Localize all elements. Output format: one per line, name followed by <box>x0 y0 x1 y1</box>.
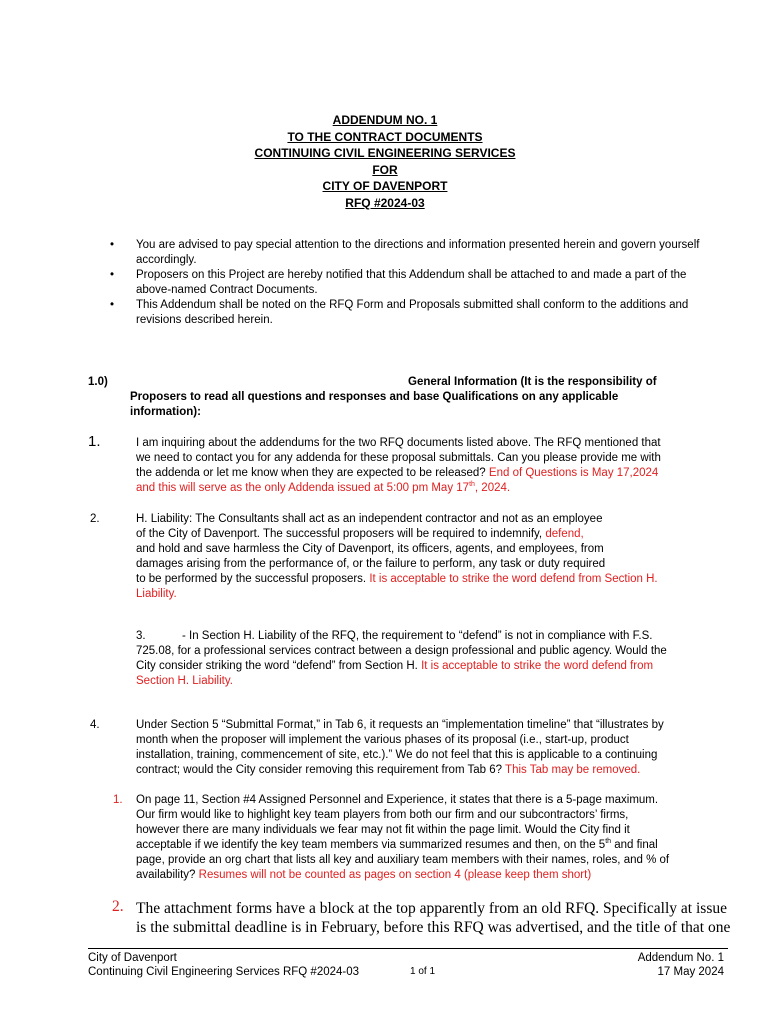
item-number: 3. <box>136 630 146 642</box>
question-4 <box>136 718 726 778</box>
question-1 <box>136 436 726 496</box>
question-line: Our firm would like to highlight key team players from both our firm and our subcontractors’ firms, <box>136 809 629 821</box>
item-number: 4. <box>90 719 100 731</box>
question-line: and hold and save harmless the City of Davenport, its officers, agents, and employees, from <box>136 543 604 555</box>
bullet-text: This Addendum shall be noted on the RFQ Form and Proposals submitted shall conform to the additions and revisions described herein. <box>136 299 689 326</box>
bullet-icon: • <box>110 299 115 311</box>
footer-date: 17 May 2024 <box>657 966 724 978</box>
question-line: I am inquiring about the addendums for the two RFQ documents listed above. The RFQ mentioned that <box>136 437 661 449</box>
question-line: page, provide an org chart that lists all key and auxiliary team members with their names, roles, and % of <box>136 854 670 866</box>
response-text: This Tab may be removed. <box>505 764 641 776</box>
header-rfq-number: RFQ #2024-03 <box>345 195 425 210</box>
question-3 <box>136 644 726 689</box>
question-line: installation, training, commencement of site, etc.).” We do not feel that this is applicable to a continuing <box>136 749 658 761</box>
question-5 <box>136 793 726 883</box>
footer-city: City of Davenport <box>88 952 177 964</box>
superscript: th <box>469 481 475 489</box>
response-text: It is acceptable to strike the word defend from Section H. <box>369 573 658 585</box>
question-line <box>136 838 726 853</box>
question-line: we need to contact you for any addenda for these proposal submittals. Can you please provide me with <box>136 452 661 464</box>
response-text: It is acceptable to strike the word defend from <box>421 660 654 672</box>
section-title-line: Proposers to read all questions and responses and base Qualifications on any applicable <box>130 391 619 403</box>
question-text: of the City of Davenport. The successful proposers will be required to indemnify, <box>136 528 543 540</box>
question-text: the addenda or let me know when they are expected to be released? <box>136 467 486 479</box>
question-line: The attachment forms have a block at the top apparently from an old RFQ. Specifically at issue <box>136 900 727 917</box>
item-number: 2. <box>112 898 124 915</box>
response-line <box>136 481 726 496</box>
footer-left <box>88 951 359 979</box>
question-line <box>136 572 726 587</box>
question-text: to be performed by the successful proposers. <box>136 573 367 585</box>
header-project-name: CONTINUING CIVIL ENGINEERING SERVICES <box>254 146 516 160</box>
question-2 <box>136 512 726 602</box>
question-line <box>136 868 726 883</box>
page-number: 1 of 1 <box>410 966 436 977</box>
section-title-line: information): <box>130 406 201 418</box>
section-number: 1.0) <box>88 376 108 388</box>
list-item <box>110 268 720 298</box>
document-header <box>0 112 770 211</box>
response-text: defend, <box>545 528 584 540</box>
section-title-line: General Information (It is the responsibility of <box>408 376 657 388</box>
question-line: On page 11, Section #4 Assigned Personnel and Experience, it states that there is a 5-page maximum. <box>136 794 659 806</box>
bullet-text: You are advised to pay special attention to the directions and information presented herein and govern yourself accordingly. <box>136 239 700 266</box>
question-line <box>136 466 726 481</box>
question-line: is the submittal deadline is in February, before this RFQ was advertised, and the title of that one <box>136 919 731 936</box>
bullet-icon: • <box>110 239 115 251</box>
superscript: th <box>605 838 612 846</box>
response-line: Liability. <box>136 588 177 600</box>
bullet-text: Proposers on this Project are hereby notified that this Addendum shall be attached to and made a part of the above-named Contract Documents. <box>136 269 687 296</box>
bullet-icon: • <box>110 269 115 281</box>
question-line <box>136 763 726 778</box>
item-number: 1. <box>113 794 123 806</box>
response-text: End of Questions is May 17,2024 <box>488 467 659 479</box>
item-number: 1. <box>88 433 101 450</box>
response-text: , 2024. <box>474 482 511 494</box>
header-subtitle: TO THE CONTRACT DOCUMENTS <box>287 129 483 144</box>
question-text: contract; would the City consider removing this requirement from Tab 6? <box>136 764 503 776</box>
response-text: and this will serve as the only Addenda issued at 5:00 pm May 17 <box>136 482 470 494</box>
question-6 <box>136 899 736 937</box>
question-text: acceptable if we identify the key team members via summarized resumes and then, on the 5 <box>136 839 606 851</box>
response-text: Resumes will not be counted as pages on section 4 (please keep them short) <box>198 869 592 881</box>
notice-bullet-list <box>110 238 720 328</box>
question-line: however there are many individuals we fear may not fit within the page limit. Would the City find it <box>136 824 630 836</box>
question-line: 725.08, for a professional services contract between a design professional and public agency. Would the <box>136 645 667 657</box>
footer-right <box>638 951 724 979</box>
question-text: availability? <box>136 869 196 881</box>
footer-divider <box>88 948 728 949</box>
list-item <box>110 298 720 328</box>
question-text: City consider striking the word “defend” from Section H. <box>136 660 418 672</box>
question-text: and final <box>611 839 658 851</box>
question-line: month when the proposer will implement the various phases of its proposal (i.e., start-up, product <box>136 734 629 746</box>
question-line <box>136 527 726 542</box>
item-number: 2. <box>90 513 100 525</box>
header-title: ADDENDUM NO. 1 <box>332 113 438 127</box>
footer-project: Continuing Civil Engineering Services RFQ #2024-03 <box>88 966 360 978</box>
question-line: Under Section 5 “Submittal Format,” in Tab 6, it requests an “implementation timeline” that “illustrates by <box>136 719 664 731</box>
response-line: Section H. Liability. <box>136 675 233 687</box>
header-for: FOR <box>372 162 398 177</box>
question-line <box>136 659 726 674</box>
footer-addendum: Addendum No. 1 <box>637 952 724 964</box>
list-item <box>110 238 720 268</box>
header-city: CITY OF DAVENPORT <box>322 179 448 193</box>
question-line: - In Section H. Liability of the RFQ, the requirement to “defend” is not in compliance with F.S. <box>182 630 653 642</box>
question-line: damages arising from the performance of, or the failure to perform, any task or duty required <box>136 558 606 570</box>
question-line: H. Liability: The Consultants shall act as an independent contractor and not as an employee <box>136 513 603 525</box>
